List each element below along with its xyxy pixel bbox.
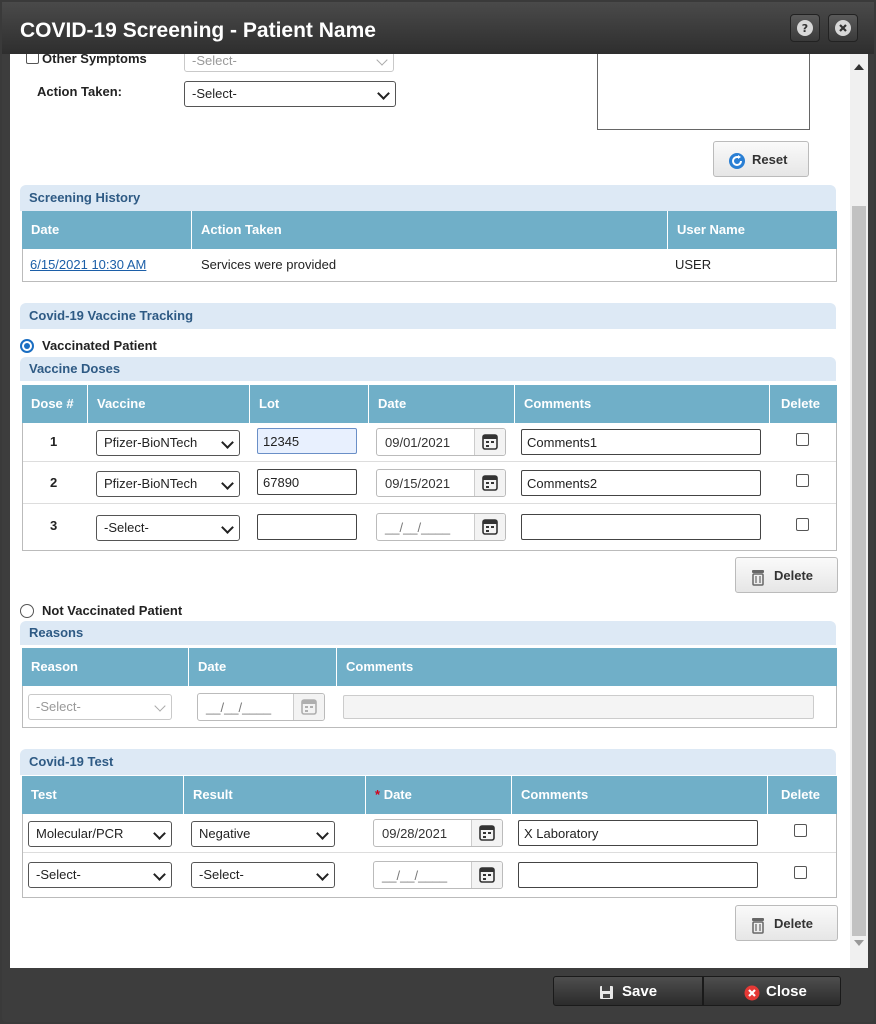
dose-3-delete-checkbox[interactable]	[796, 518, 809, 531]
vaccine-tracking-header: Covid-19 Vaccine Tracking	[20, 303, 836, 329]
chevron-down-icon	[153, 827, 166, 840]
calendar-button[interactable]	[471, 820, 502, 846]
screening-history-header: Screening History	[20, 185, 836, 211]
chevron-down-icon	[377, 87, 390, 100]
scroll-down-arrow-icon[interactable]	[854, 940, 864, 946]
dose-2-lot-input[interactable]: 67890	[257, 469, 357, 495]
reasons-grid-header	[22, 648, 837, 686]
test-1-date-picker[interactable]: 09/28/2021	[373, 819, 503, 847]
col-date[interactable]: Date	[189, 648, 337, 686]
vaccinated-label: Vaccinated Patient	[42, 338, 157, 353]
calendar-button[interactable]	[471, 862, 502, 888]
reset-button[interactable]: Reset	[713, 141, 809, 177]
dose-2-date-picker[interactable]: 09/15/2021	[376, 469, 506, 497]
dose-3-comments-input[interactable]	[521, 514, 761, 540]
calendar-icon	[475, 470, 505, 496]
chevron-down-icon	[221, 477, 234, 490]
screening-history-grid	[22, 249, 837, 282]
vaccine-doses-header: Vaccine Doses	[20, 357, 836, 381]
chevron-down-icon	[316, 827, 329, 840]
screening-dialog	[2, 2, 874, 1022]
calendar-icon	[475, 514, 505, 540]
dose-1-vaccine-select[interactable]: Pfizer-BioNTech	[96, 430, 240, 456]
test-2-type-select[interactable]: -Select-	[28, 862, 172, 888]
calendar-button[interactable]	[474, 514, 505, 540]
test-2-delete-checkbox[interactable]	[794, 866, 807, 879]
vaccine-delete-button[interactable]: Delete	[735, 557, 838, 593]
col-action-taken[interactable]: Action Taken	[192, 211, 668, 249]
dose-2-vaccine-select[interactable]: Pfizer-BioNTech	[96, 471, 240, 497]
test-2-date-picker[interactable]: __/__/____	[373, 861, 503, 889]
chevron-down-icon	[221, 521, 234, 534]
action-taken-label: Action Taken:	[37, 84, 122, 99]
col-test[interactable]: Test	[22, 776, 184, 814]
row-divider	[23, 852, 836, 853]
calendar-icon	[472, 820, 502, 846]
chevron-down-icon	[316, 868, 329, 881]
vaccine-doses-grid-header	[22, 385, 837, 423]
calendar-icon	[475, 429, 505, 455]
col-delete[interactable]: Delete	[781, 787, 821, 802]
refresh-icon	[728, 152, 746, 170]
test-1-type-select[interactable]: Molecular/PCR	[28, 821, 172, 847]
dose-2-delete-checkbox[interactable]	[796, 474, 809, 487]
calendar-icon	[472, 862, 502, 888]
dose-3-vaccine-select[interactable]: -Select-	[96, 515, 240, 541]
other-symptoms-select[interactable]: -Select-	[184, 54, 394, 72]
col-result[interactable]: Result	[184, 776, 366, 814]
save-icon	[599, 985, 614, 1000]
dose-2-comments-input[interactable]: Comments2	[521, 470, 761, 496]
vaccinated-radio[interactable]	[20, 339, 34, 353]
col-vaccine[interactable]: Vaccine	[88, 385, 250, 423]
not-vaccinated-label: Not Vaccinated Patient	[42, 603, 183, 618]
chevron-down-icon	[154, 700, 165, 711]
col-date[interactable]: Date	[369, 385, 515, 423]
calendar-button[interactable]	[293, 694, 324, 720]
covid-test-header: Covid-19 Test	[20, 749, 836, 775]
chevron-down-icon	[221, 436, 234, 449]
col-user-name[interactable]: User Name	[677, 222, 745, 237]
dose-1-lot-input[interactable]: 12345	[257, 428, 357, 454]
dose-number: 1	[50, 434, 58, 449]
col-comments[interactable]: Comments	[512, 776, 768, 814]
calendar-button[interactable]	[474, 429, 505, 455]
covid-test-grid-header	[22, 776, 837, 814]
test-1-comments-input[interactable]: X Laboratory	[518, 820, 758, 846]
col-delete[interactable]: Delete	[781, 396, 821, 411]
scroll-up-arrow-icon[interactable]	[854, 64, 864, 70]
dose-3-date-picker[interactable]: __/__/____	[376, 513, 506, 541]
screening-history-grid-header	[22, 211, 837, 249]
test-1-delete-checkbox[interactable]	[794, 824, 807, 837]
action-taken-select[interactable]: -Select-	[184, 81, 396, 107]
not-vaccinated-radio[interactable]	[20, 604, 34, 618]
dose-3-lot-input[interactable]	[257, 514, 357, 540]
close-button[interactable]: Close	[703, 976, 841, 1006]
svg-text:?: ?	[801, 22, 809, 35]
dialog-content	[10, 54, 868, 968]
dialog-title: COVID-19 Screening - Patient Name	[20, 19, 376, 42]
chevron-down-icon	[153, 868, 166, 881]
reason-date-picker[interactable]: __/__/____	[197, 693, 325, 721]
test-1-result-select[interactable]: Negative	[191, 821, 335, 847]
history-user: USER	[675, 257, 712, 272]
reasons-header: Reasons	[20, 621, 836, 645]
dose-1-delete-checkbox[interactable]	[796, 433, 809, 446]
dose-number: 3	[50, 518, 58, 533]
trash-icon	[750, 916, 766, 934]
scroll-thumb[interactable]	[852, 206, 866, 936]
help-button[interactable]	[790, 14, 820, 42]
test-2-comments-input[interactable]	[518, 862, 758, 888]
col-date[interactable]: * Date	[366, 776, 512, 814]
close-circle-icon	[744, 985, 760, 1001]
trash-icon	[750, 568, 766, 586]
col-reason[interactable]: Reason	[22, 648, 189, 686]
dose-1-date-picker[interactable]: 09/01/2021	[376, 428, 506, 456]
test-2-result-select[interactable]: -Select-	[191, 862, 335, 888]
close-icon	[834, 19, 852, 37]
title-bar	[2, 2, 874, 54]
history-date-link[interactable]: 6/15/2021 10:30 AM	[30, 257, 147, 272]
test-delete-button[interactable]: Delete	[735, 905, 838, 941]
col-comments[interactable]: Comments	[515, 385, 770, 423]
vertical-scrollbar[interactable]	[850, 54, 868, 968]
calendar-icon	[294, 694, 324, 720]
col-comments[interactable]: Comments	[346, 659, 414, 674]
calendar-button[interactable]	[474, 470, 505, 496]
dose-number: 2	[50, 475, 58, 490]
dialog-close-button[interactable]	[828, 14, 858, 42]
col-lot[interactable]: Lot	[250, 385, 369, 423]
help-icon	[796, 19, 814, 37]
row-divider	[23, 503, 836, 504]
dose-1-comments-input[interactable]: Comments1	[521, 429, 761, 455]
notes-textarea[interactable]	[597, 54, 810, 130]
other-symptoms-label: Other Symptoms	[42, 54, 147, 66]
col-date[interactable]: Date	[22, 211, 192, 249]
save-button[interactable]: Save	[553, 976, 703, 1006]
reason-select[interactable]: -Select-	[28, 694, 172, 720]
other-symptoms-checkbox[interactable]	[26, 54, 39, 64]
required-marker: *	[375, 787, 381, 802]
chevron-down-icon	[376, 54, 387, 65]
row-divider	[23, 461, 836, 462]
history-action: Services were provided	[201, 257, 337, 272]
col-dose-number[interactable]: Dose #	[22, 385, 88, 423]
reason-comments-input[interactable]	[343, 695, 814, 719]
